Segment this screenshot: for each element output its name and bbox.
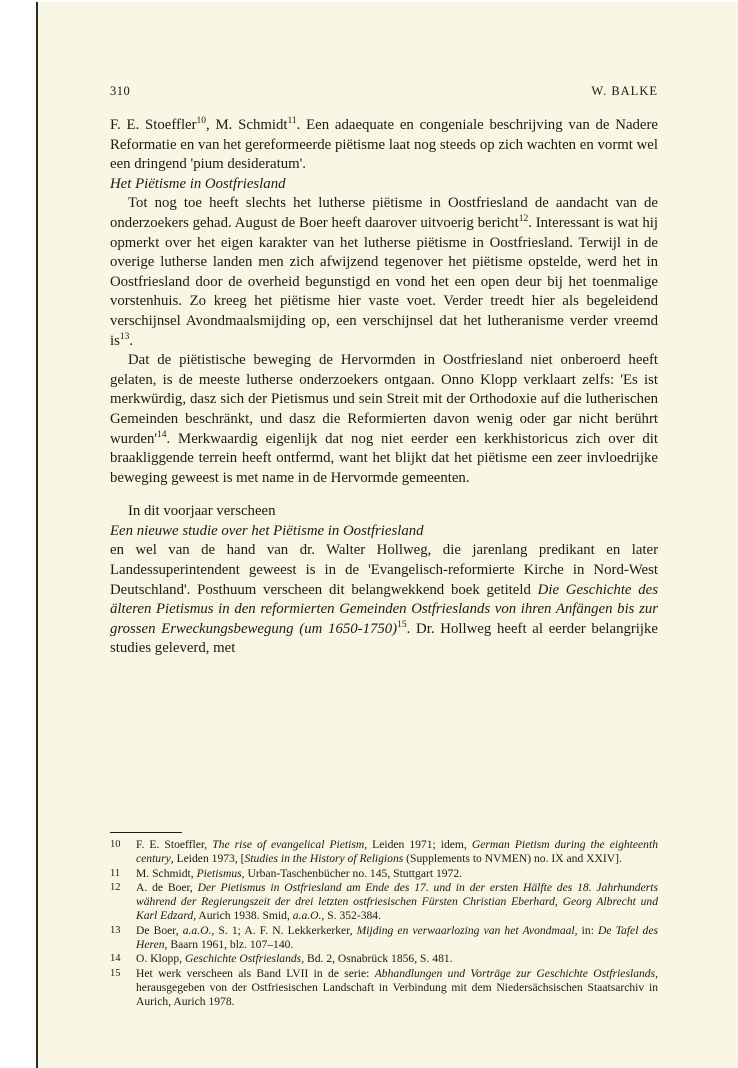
footnote [110,881,658,924]
footnote-text: O. Klopp, Geschichte Ostfrieslands, Bd. 2, Osnabrück 1856, S. 481. [136,952,453,966]
paragraph [110,541,658,659]
text-run: en wel van de hand van dr. Walter Hollweg, die jarenlang predikant en later Landessuperintendent geweest is in de 'Evangelisch-reformierte Kirche in Nord-West Deutschland'. Posthuum verscheen dit belangwekkend boek getiteld [110,542,658,598]
paragraph [110,194,658,351]
footnote-ref: 13 [119,331,130,342]
page-number: 310 [110,84,131,98]
footnote-number: 15 [110,967,121,979]
main-text [110,116,658,659]
paragraph [110,351,658,488]
footnote [110,967,658,1010]
text-run: Tot nog toe heeft slechts het lutherse piëtisme in Oostfriesland de aandacht van de onderzoekers gehad. August de Boer heeft daarover uitvoerig bericht [110,195,658,231]
footnote-number: 11 [110,867,121,879]
footnotes [110,838,658,1010]
footnote [110,924,658,953]
text-run: . Interessant is wat hij opmerkt over het eigen karakter van het lutherse piëtisme in Oostfriesland. Terwijl in de overige lutherse landen men zich afwijzend tegenover het piëtisme opstelde, werd het in Oostfriesland door de overheid begunstigd en vond het een open deur bij het toenmalige vorstenhuis. Zo kreeg het piëtisme hier vaste voet. Verder treedt hier als begeleidend verschijnsel Avondmaalsmijding op, een verschijnsel dat het lutheranisme verder vreemd is [110,214,658,349]
footnote-ref: 12 [518,213,529,224]
text-run: . Dr. Hollweg heeft al eerder belangrijke studies geleverd, met [110,620,658,657]
running-head-author: W. BALKE [591,84,658,98]
paragraph: In dit voorjaar verscheen [128,503,276,520]
footnote-text: De Boer, a.a.O., S. 1; A. F. N. Lekkerkerker, Mijding en verwaarlozing van het Avondmaal, in: De Tafel des Heren, Baarn 1961, blz. 107–140. [136,923,658,952]
text-run: . Merkwaardig eigenlijk dat nog niet eerder een kerkhistoricus zich over dit braakliggende terrein heeft ontfermd, want het blijkt dat het piëtisme een zeer invloedrijke beweging geweest is met name in de Hervormde gemeenten. [110,430,658,486]
book-title: Die Geschichte des älteren Pietismus in den reformierten Gemeinden Ostfrieslands von ihren Anfängen bis zur grossen Erweckungsbewegung (um 1650-1750) [110,581,658,637]
footnote [110,838,658,867]
footnote-text: Het werk verscheen als Band LVII in de serie: Abhandlungen und Vorträge zur Geschichte Ostfrieslands, herausgegeben von der Ostfriesischen Landschaft in Verbindung mit dem Niedersächsischen Staatsarchiv in Aurich, Aurich 1978. [136,966,658,1009]
section-heading: Het Piëtisme in Oostfriesland [110,175,286,192]
text-run: F. E. Stoeffler [110,117,197,133]
section-heading: Een nieuwe studie over het Piëtisme in Oostfriesland [110,522,424,539]
footnote-text: A. de Boer, Der Pietismus in Ostfriesland am Ende des 17. und in der ersten Hälfte des 18. Jahrhunderts während der Regierungszeit der drei letzten ostfriesischen Fürsten Christian Eberhard, Georg Albrecht und Karl Edzard, Aurich 1938. Smid, a.a.O., S. 352-384. [136,880,658,923]
footnote-number: 14 [110,953,121,965]
footnote [110,952,658,966]
footnote-ref: 15 [397,619,407,630]
running-header [110,84,658,100]
text-run: , M. Schmidt [206,117,288,133]
footnote-divider [110,832,182,833]
spacer [110,488,658,502]
footnote [110,867,658,881]
text-run: . Een adaequate en congeniale beschrijving van de Nadere Reformatie en van het gereformeerde piëtisme laat nog steeds op zich wachten en vormt wel een dringend 'pium desideratum'. [110,117,658,173]
footnote-number: 10 [110,839,121,850]
footnote-number: 12 [110,881,121,893]
paragraph-continuation [110,116,658,175]
footnote-ref: 14 [157,429,167,440]
footnote-text: M. Schmidt, Pietismus, Urban-Taschenbücher no. 145, Stuttgart 1972. [136,866,463,880]
footnote-ref: 10 [196,116,207,126]
footnote-number: 13 [110,924,121,936]
text-run: . [129,332,134,349]
text-run: Dat de piëtistische beweging de Hervormden in Oostfriesland niet onberoerd heeft gelaten, is de meeste lutherse onderzoekers ontgaan. Onno Klopp verklaart zelfs: 'Es ist merkwürdig, dasz sich der Pietismus und sein Streit mit der Orthodoxie auf die lutherischen Gemeinden beschränkt, und dasz die Reformierten davon wenig oder gar nicht berührt wurden' [110,352,658,447]
footnote-ref: 11 [287,116,297,126]
footnote-text: F. E. Stoeffler, The rise of evangelical Pietism, Leiden 1971; idem, German Pietism during the eighteenth century, Leiden 1973, [Studies in the History of Religions (Supplements to NVMEN) no. IX and XXIV]. [136,838,658,866]
